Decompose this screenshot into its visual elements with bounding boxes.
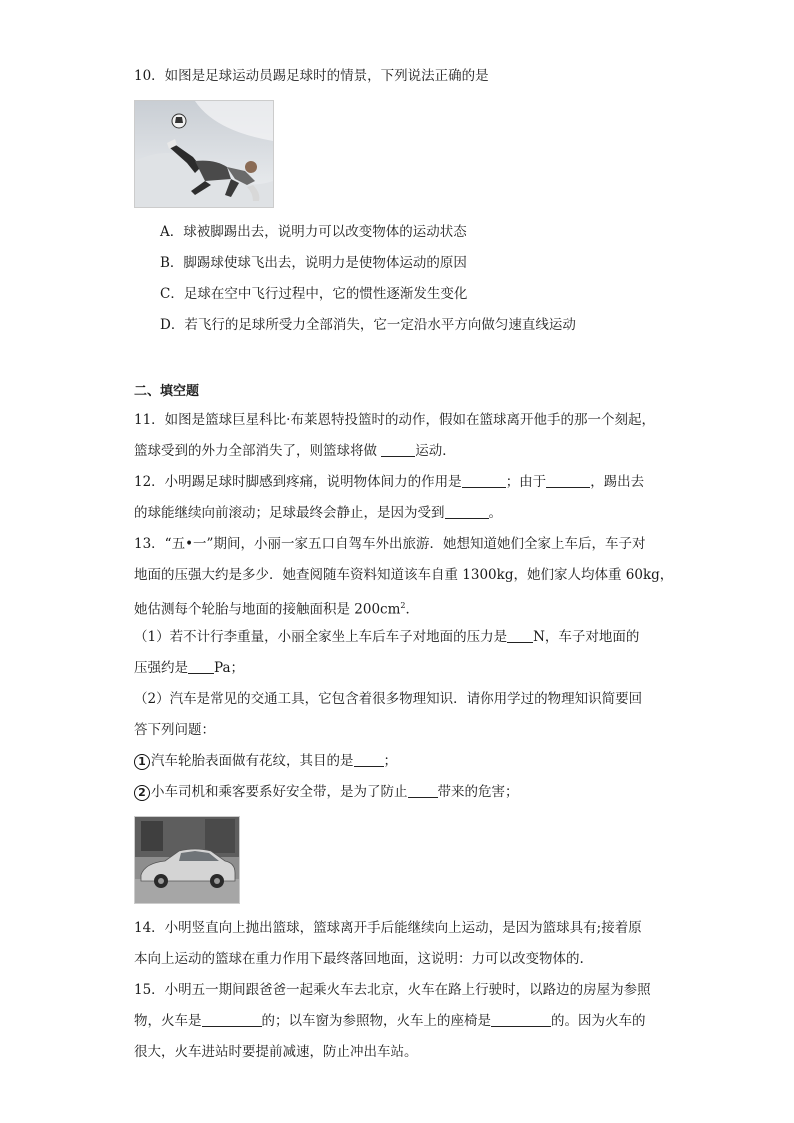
q13-sub2-end: 带来的危害； [437,784,519,800]
q13-line1: 13．“五•一”期间，小丽一家五口自驾车外出旅游．她想知道她们全家上车后，车子对 [134,536,646,552]
q13-sub2 [134,782,519,802]
soccer-player-icon [135,101,273,207]
q13-sub1 [134,751,397,771]
circled-number-2: 2 [134,785,150,801]
circled-number-1: 1 [134,754,150,770]
q11-text-a: 篮球受到的外力全部消失了，则篮球将做 [134,443,382,459]
q15-text-a: 物，火车是 [134,1013,202,1029]
q12-blank-3[interactable] [445,504,489,519]
q13-text-a: 她估测每个轮胎与地面的接触面积是 200cm [134,601,401,618]
q12-text-e: 。 [488,505,502,521]
q10-option-b[interactable]: B．脚踢球使球飞出去，说明力是使物体运动的原因 [160,255,467,271]
q13-part2-line1: （2）汽车是常见的交通工具，它包含着很多物理知识．请你用学过的物理知识简要回 [134,691,643,707]
q12-text-a: 12．小明踢足球时脚感到疼痛，说明物体间力的作用是 [134,474,462,490]
q13-blank-inertia[interactable] [408,783,438,798]
soccer-player-image [134,100,274,208]
q11-blank[interactable] [381,442,415,457]
q10-option-a[interactable]: A．球被脚踢出去，说明力可以改变物体的运动状态 [160,224,467,240]
car-icon [135,817,239,903]
q13-superscript: 2 [400,601,406,610]
q15-blank-2[interactable] [491,1012,551,1027]
q15-line1: 15．小明五一期间跟爸爸一起乘火车去北京，火车在路上行驶时，以路边的房屋为参照 [134,982,651,998]
q12-line2 [134,503,502,523]
car-image [134,816,240,904]
q14-line1: 14．小明竖直向上抛出篮球，篮球离开手后能继续向上运动，是因为篮球具有;接着原 [134,920,642,936]
q12-blank-1[interactable] [462,473,506,488]
q10-option-d[interactable]: D．若飞行的足球所受力全部消失，它一定沿水平方向做匀速直线运动 [160,317,576,333]
q12-text-c: ，踢出去 [590,474,645,490]
q13-line3 [134,596,419,620]
q13-blank-pressure[interactable] [188,659,214,674]
section-title: 二、填空题 [134,384,200,399]
q13-text-b: ． [405,601,420,618]
q12-line1 [134,472,644,492]
q10-stem: 10．如图是足球运动员踢足球时的情景，下列说法正确的是 [134,68,489,84]
q13-sub1-end: ； [383,753,397,769]
q12-text-d: 的球能继续向前滚动；足球最终会静止，是因为受到 [134,505,445,521]
q14-line2: 本向上运动的篮球在重力作用下最终落回地面，这说明：力可以改变物体的. [134,951,584,967]
q15-blank-1[interactable] [202,1012,262,1027]
q13-p1-text-d: Pa； [214,660,245,676]
q15-text-b: 的；以车窗为参照物，火车上的座椅是 [261,1013,491,1029]
q15-line2 [134,1011,646,1031]
q10-option-c[interactable]: C．足球在空中飞行过程中，它的惯性逐渐发生变化 [160,286,468,302]
q13-part2-line2: 答下列问题： [134,722,215,738]
q11-line1: 11．如图是篮球巨星科比·布莱恩特投篮时的动作，假如在篮球离开他手的那一个刻起， [134,412,655,428]
q11-text-b: 运动． [415,443,456,459]
q11-line2 [134,441,456,461]
q13-line2: 地面的压强大约是多少．她查阅随车资料知道该车自重 1300kg，她们家人均体重 60kg， [134,567,674,583]
q13-part1-line2 [134,658,244,678]
q12-text-b: ；由于 [505,474,547,490]
q13-p1-text-a: （1）若不计行李重量，小丽全家坐上车后车子对地面的压力是 [134,629,508,645]
q13-blank-force[interactable] [507,628,533,643]
q13-p1-text-c: 压强约是 [134,660,188,676]
q13-sub1-text: 汽车轮胎表面做有花纹，其目的是 [151,753,354,769]
q15-text-c: 的。因为火车的 [551,1013,646,1029]
q13-sub2-text: 小车司机和乘客要系好安全带，是为了防止 [151,784,408,800]
q12-blank-2[interactable] [546,473,590,488]
q13-p1-text-b: N，车子对地面的 [533,629,640,645]
q15-line3: 很大，火车进站时要提前减速，防止冲出车站。 [134,1044,418,1060]
q13-blank-tread[interactable] [354,752,384,767]
q13-part1-line1 [134,627,639,647]
